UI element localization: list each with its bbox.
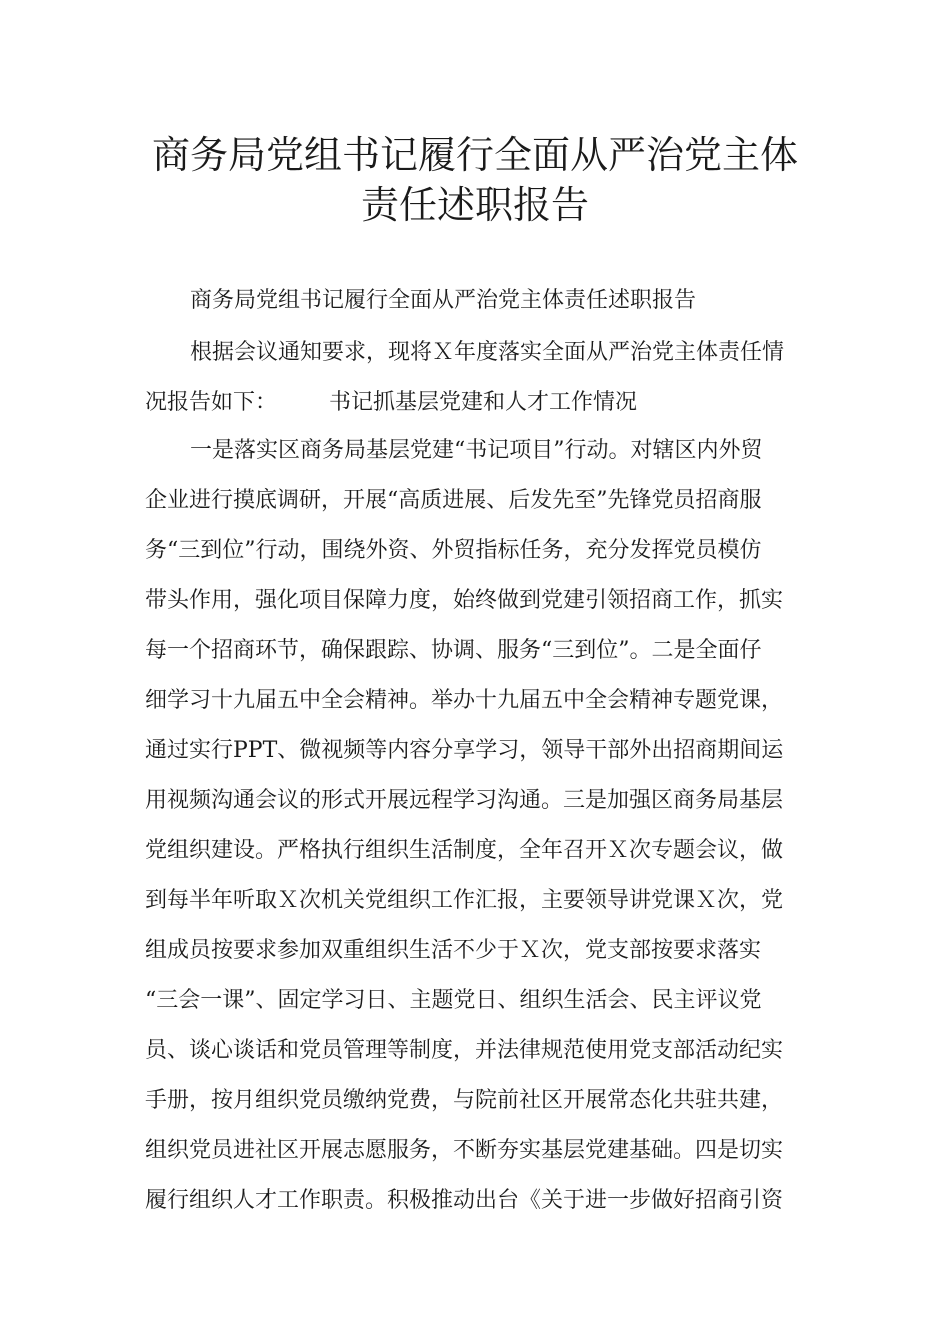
paragraph-line: 企业进行摸底调研，开展“高质进展、后发先至”先锋党员招商服 xyxy=(145,488,762,513)
document-subtitle: 商务局党组书记履行全面从严治党主体责任述职报告 xyxy=(190,288,697,313)
document-title-line1: 商务局党组书记履行全面从严治党主体 xyxy=(151,133,798,177)
paragraph-line: 组织党员进社区开展志愿服务，不断夯实基层党建基础。四是切实 xyxy=(145,1138,784,1163)
paragraph-line: 手册，按月组织党员缴纳党费，与院前社区开展常态化共驻共建， xyxy=(145,1088,784,1113)
paragraph-line: 组成员按要求参加双重组织生活不少于Ｘ次，党支部按要求落实 xyxy=(145,938,762,963)
paragraph-line: 务“三到位”行动，围绕外资、外贸指标任务，充分发挥党员模仿 xyxy=(145,538,762,563)
intro-line-2-lead: 况报告如下： xyxy=(145,390,278,415)
paragraph-line: 每一个招商环节，确保跟踪、协调、服务“三到位”。二是全面仔 xyxy=(145,638,762,663)
intro-line-1: 根据会议通知要求，现将Ｘ年度落实全面从严治党主体责任情 xyxy=(190,340,785,365)
document-title-line2: 责任述职报告 xyxy=(360,183,589,227)
paragraph-line: 一是落实区商务局基层党建“书记项目”行动。对辖区内外贸 xyxy=(190,438,763,463)
section-heading: 书记抓基层党建和人才工作情况 xyxy=(329,390,638,415)
paragraph-line: 到每半年听取Ｘ次机关党组织工作汇报，主要领导讲党课Ｘ次，党 xyxy=(145,888,784,913)
paragraph-line: 通过实行PPT、微视频等内容分享学习，领导干部外出招商期间运 xyxy=(145,738,784,763)
paragraph-line: 带头作用，强化项目保障力度，始终做到党建引领招商工作，抓实 xyxy=(145,588,784,613)
paragraph-line: 党组织建设。严格执行组织生活制度，全年召开Ｘ次专题会议，做 xyxy=(145,838,784,863)
paragraph-line: 履行组织人才工作职责。积极推动出台《关于进一步做好招商引资 xyxy=(145,1188,784,1213)
paragraph-line: 用视频沟通会议的形式开展远程学习沟通。三是加强区商务局基层 xyxy=(145,788,784,813)
intro-line-2 xyxy=(145,388,637,418)
paragraph-line: 细学习十九届五中全会精神。举办十九届五中全会精神专题党课， xyxy=(145,688,784,713)
paragraph-line: “三会一课”、固定学习日、主题党日、组织生活会、民主评议党 xyxy=(145,988,762,1013)
paragraph-line: 员、谈心谈话和党员管理等制度，并法律规范使用党支部活动纪实 xyxy=(145,1038,784,1063)
